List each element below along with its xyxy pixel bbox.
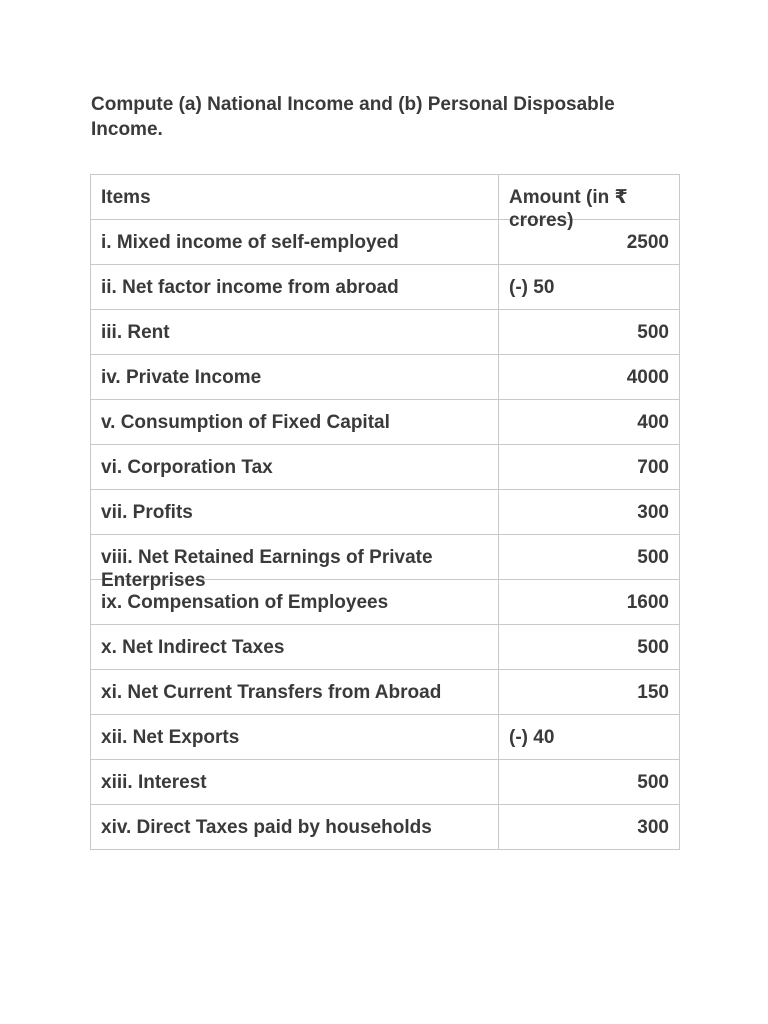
amount-cell: [499, 490, 680, 535]
amount-cell: [499, 715, 680, 760]
item-label: x. Net Indirect Taxes: [101, 637, 285, 658]
table-row: [91, 535, 680, 580]
item-cell: [91, 220, 499, 265]
item-label: xii. Net Exports: [101, 727, 240, 748]
amount-value: 300: [637, 502, 669, 523]
amount-value: 500: [637, 637, 669, 658]
item-cell: [91, 625, 499, 670]
table-header-row: [91, 175, 680, 220]
item-cell: [91, 310, 499, 355]
item-label: xi. Net Current Transfers from Abroad: [101, 682, 442, 703]
amount-value: 700: [637, 457, 669, 478]
table-row: [91, 805, 680, 850]
data-table: [90, 174, 680, 850]
amount-value: 500: [637, 322, 669, 343]
item-cell: [91, 445, 499, 490]
item-cell: [91, 355, 499, 400]
amount-value: (-) 40: [509, 727, 555, 748]
table-row: [91, 625, 680, 670]
amount-value: 1600: [626, 592, 669, 613]
amount-cell: [499, 445, 680, 490]
amount-cell: [499, 625, 680, 670]
item-label: ii. Net factor income from abroad: [101, 277, 399, 298]
table-row: [91, 445, 680, 490]
item-cell: [91, 535, 499, 591]
item-cell: [91, 760, 499, 805]
table-row: [91, 400, 680, 445]
amount-cell: [499, 580, 680, 625]
item-label: iii. Rent: [101, 322, 170, 343]
amount-value: 500: [637, 772, 669, 793]
table-row: [91, 310, 680, 355]
item-cell: [91, 805, 499, 850]
item-label: iv. Private Income: [101, 367, 262, 388]
item-label: ix. Compensation of Employees: [101, 592, 389, 613]
amount-value: 4000: [626, 367, 669, 388]
amount-value: 150: [637, 682, 669, 703]
item-label: i. Mixed income of self-employed: [101, 232, 399, 253]
item-cell: [91, 265, 499, 310]
amount-value: 400: [637, 412, 669, 433]
header-cell-amount: [499, 175, 680, 231]
item-label: vii. Profits: [101, 502, 193, 523]
amount-value: 500: [637, 547, 669, 568]
amount-cell: [499, 760, 680, 805]
header-cell-items: [91, 175, 499, 220]
question-text: Compute (a) National Income and (b) Personal Disposable Income.: [91, 94, 615, 140]
table-row: [91, 265, 680, 310]
table-row: [91, 355, 680, 400]
table-row: [91, 670, 680, 715]
amount-value: (-) 50: [509, 277, 555, 298]
amount-cell: [499, 355, 680, 400]
amount-value: 2500: [626, 232, 669, 253]
table-row: [91, 490, 680, 535]
item-cell: [91, 715, 499, 760]
item-label: xiv. Direct Taxes paid by households: [101, 817, 432, 838]
amount-cell: [499, 310, 680, 355]
amount-cell: [499, 805, 680, 850]
table-row: [91, 220, 680, 265]
item-label: v. Consumption of Fixed Capital: [101, 412, 390, 433]
amount-cell: [499, 670, 680, 715]
header-amount-label: Amount (in ₹ crores): [509, 187, 628, 231]
item-cell: [91, 670, 499, 715]
amount-value: 300: [637, 817, 669, 838]
amount-cell: [499, 265, 680, 310]
amount-cell: [499, 535, 680, 580]
table-row: [91, 715, 680, 760]
table-row: [91, 760, 680, 805]
header-items-label: Items: [101, 187, 151, 208]
table-body: [91, 175, 680, 850]
amount-cell: [499, 400, 680, 445]
item-cell: [91, 490, 499, 535]
item-label: viii. Net Retained Earnings of Private Enterprises: [101, 547, 433, 591]
item-label: xiii. Interest: [101, 772, 207, 793]
item-cell: [91, 400, 499, 445]
item-label: vi. Corporation Tax: [101, 457, 273, 478]
